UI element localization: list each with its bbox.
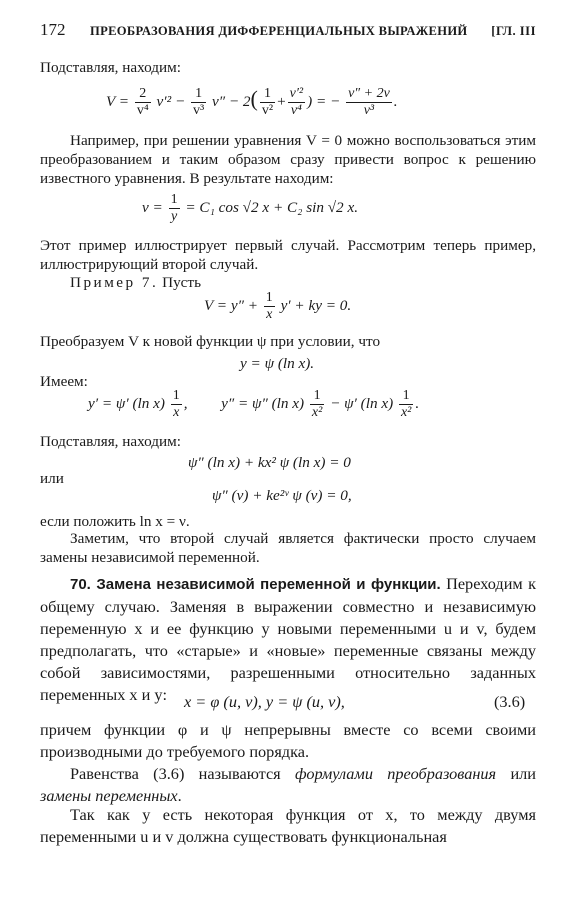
paragraph-we-have: Имеем: bbox=[40, 373, 88, 390]
eq1-frac1 bbox=[135, 86, 151, 119]
eq2-frac bbox=[169, 192, 180, 225]
eq1-f2-num: 1 bbox=[191, 86, 206, 103]
paragraph-continuous: причем функции φ и ψ непрерывны вместе со всеми своими производными до требуемого порядка. bbox=[40, 720, 536, 761]
eq1-lhs: V = bbox=[106, 92, 130, 110]
equation-psi-nu: ψ″ (ν) + ke²ᵛ ψ (ν) = 0, bbox=[212, 487, 352, 504]
page-number: 172 bbox=[40, 20, 66, 39]
eq5-frac-a bbox=[171, 388, 182, 421]
eq5-c-den: x² bbox=[400, 405, 412, 420]
equalities-text-a: Равенства (3.6) называются bbox=[70, 764, 295, 783]
eq1-f5-den: v³ bbox=[363, 103, 375, 118]
eq3-den: x bbox=[266, 307, 273, 322]
paragraph-if-set: если положить ln x = ν. bbox=[40, 513, 190, 530]
section-70 bbox=[40, 573, 536, 706]
eq1-f1-num: 2 bbox=[135, 86, 151, 103]
paragraph-transform-psi: Преобразуем V к новой функции ψ при условии, что bbox=[40, 333, 381, 350]
eq1-f4-num: v′² bbox=[289, 86, 304, 101]
chapter-label: [ГЛ. III bbox=[491, 24, 536, 38]
eq5-frac-c bbox=[399, 388, 413, 421]
eq1-frac3 bbox=[260, 86, 275, 119]
eq1-term1: v′² − bbox=[156, 92, 186, 110]
paragraph-or: или bbox=[40, 470, 64, 487]
eq1-f3-num: 1 bbox=[260, 86, 275, 103]
eq5-b: y″ = ψ″ (ln x) bbox=[221, 394, 305, 412]
eq5-a-num: 1 bbox=[172, 388, 180, 403]
paragraph-substituting-1: Подставляя, находим: bbox=[40, 59, 181, 76]
paragraph-first-case: Этот пример иллюстрирует первый случай. Рассмотрим теперь пример, иллюстрирующий второй случай. bbox=[40, 237, 536, 273]
eq1-end: . bbox=[393, 92, 398, 110]
eq5-a-den: x bbox=[173, 405, 180, 420]
eq3-num: 1 bbox=[265, 290, 273, 305]
eq1-frac5 bbox=[346, 86, 392, 119]
equalities-text-b: или bbox=[496, 764, 537, 783]
equation-v-solution bbox=[142, 192, 358, 225]
running-header bbox=[40, 20, 536, 42]
eq1-frac2 bbox=[191, 86, 206, 119]
section-70-heading: 70. Замена независимой переменной и функции. bbox=[70, 576, 441, 593]
eq2-num: 1 bbox=[170, 192, 178, 207]
eq1-plus: + bbox=[277, 92, 286, 110]
eq3-b: y′ + ky = 0. bbox=[280, 296, 352, 314]
paragraph-equalities bbox=[40, 763, 536, 807]
paragraph-functional-dependence: Так как y есть некоторая функция от x, то между двумя переменными u и v должна существовать функциональная bbox=[40, 805, 536, 846]
eq2-den: y bbox=[170, 209, 178, 224]
eq1-f3-den: v² bbox=[261, 103, 274, 118]
equation-number-3-6: (3.6) bbox=[494, 692, 526, 711]
eq1-f2-den: v³ bbox=[193, 103, 205, 118]
example-7-label: Пример 7. bbox=[70, 274, 159, 291]
eq2-lhs: v = bbox=[142, 198, 163, 216]
eq1-f5-num: v″ + 2v bbox=[348, 86, 390, 101]
eq5-comma: , bbox=[183, 394, 188, 412]
eq3-frac bbox=[264, 290, 275, 323]
eq5-frac-b bbox=[310, 388, 324, 421]
term-change-of-variables: замены переменных bbox=[40, 786, 178, 805]
eq1-frac4 bbox=[288, 86, 305, 119]
equation-example-7 bbox=[204, 290, 351, 323]
equation-3-6: x = φ (u, v), y = ψ (u, v), bbox=[184, 692, 345, 711]
eq3-a: V = y″ + bbox=[204, 296, 258, 314]
term-transformation-formulas: формулами преобразования bbox=[295, 764, 497, 783]
section-70-text: Переходим к общему случаю. Заменяя в выражении совместно и независимую переменную x и ее функцию y новыми переменными u и v, будем предполагать, что «старые» и «новые» переменные связаны между собой зависимостями, разрешенными относительно заданных переменных x и y: bbox=[40, 574, 537, 704]
eq1-open-paren: ( bbox=[250, 85, 258, 111]
equation-v-transform bbox=[106, 86, 398, 119]
eq2-rhs: = C₁ cos √2 x + C₂ sin √2 x. bbox=[185, 198, 358, 216]
equation-derivatives bbox=[88, 388, 419, 421]
paragraph-note-second-case: Заметим, что второй случай является фактически просто случаем замены независимой переменной. bbox=[40, 530, 536, 566]
eq5-a: y′ = ψ′ (ln x) bbox=[88, 394, 165, 412]
eq5-b-num: 1 bbox=[310, 388, 324, 405]
eq1-f1-den: v⁴ bbox=[136, 103, 149, 118]
running-title: ПРЕОБРАЗОВАНИЯ ДИФФЕРЕНЦИАЛЬНЫХ ВЫРАЖЕНИЙ bbox=[90, 24, 468, 38]
equation-psi-ln: ψ″ (ln x) + kx² ψ (ln x) = 0 bbox=[188, 454, 351, 471]
eq5-minus: − ψ′ (ln x) bbox=[330, 394, 394, 412]
equalities-text-c: . bbox=[177, 786, 182, 805]
eq1-f4-den: v⁴ bbox=[290, 103, 302, 118]
paragraph-example-v0: Например, при решении уравнения V = 0 можно воспользоваться этим преобразованием и таким образом сразу привести вопрос к решению известного уравнения. В результате находим: bbox=[40, 132, 536, 187]
eq1-term2: v″ − 2 bbox=[212, 92, 251, 110]
example-7-text: Пусть bbox=[162, 274, 201, 291]
eq1-close: ) = − bbox=[307, 92, 341, 110]
eq5-c-num: 1 bbox=[399, 388, 413, 405]
eq5-end: . bbox=[415, 394, 420, 412]
eq5-b-den: x² bbox=[311, 405, 323, 420]
equation-y-psi: y = ψ (ln x). bbox=[240, 355, 315, 372]
paragraph-substituting-2: Подставляя, находим: bbox=[40, 433, 181, 450]
